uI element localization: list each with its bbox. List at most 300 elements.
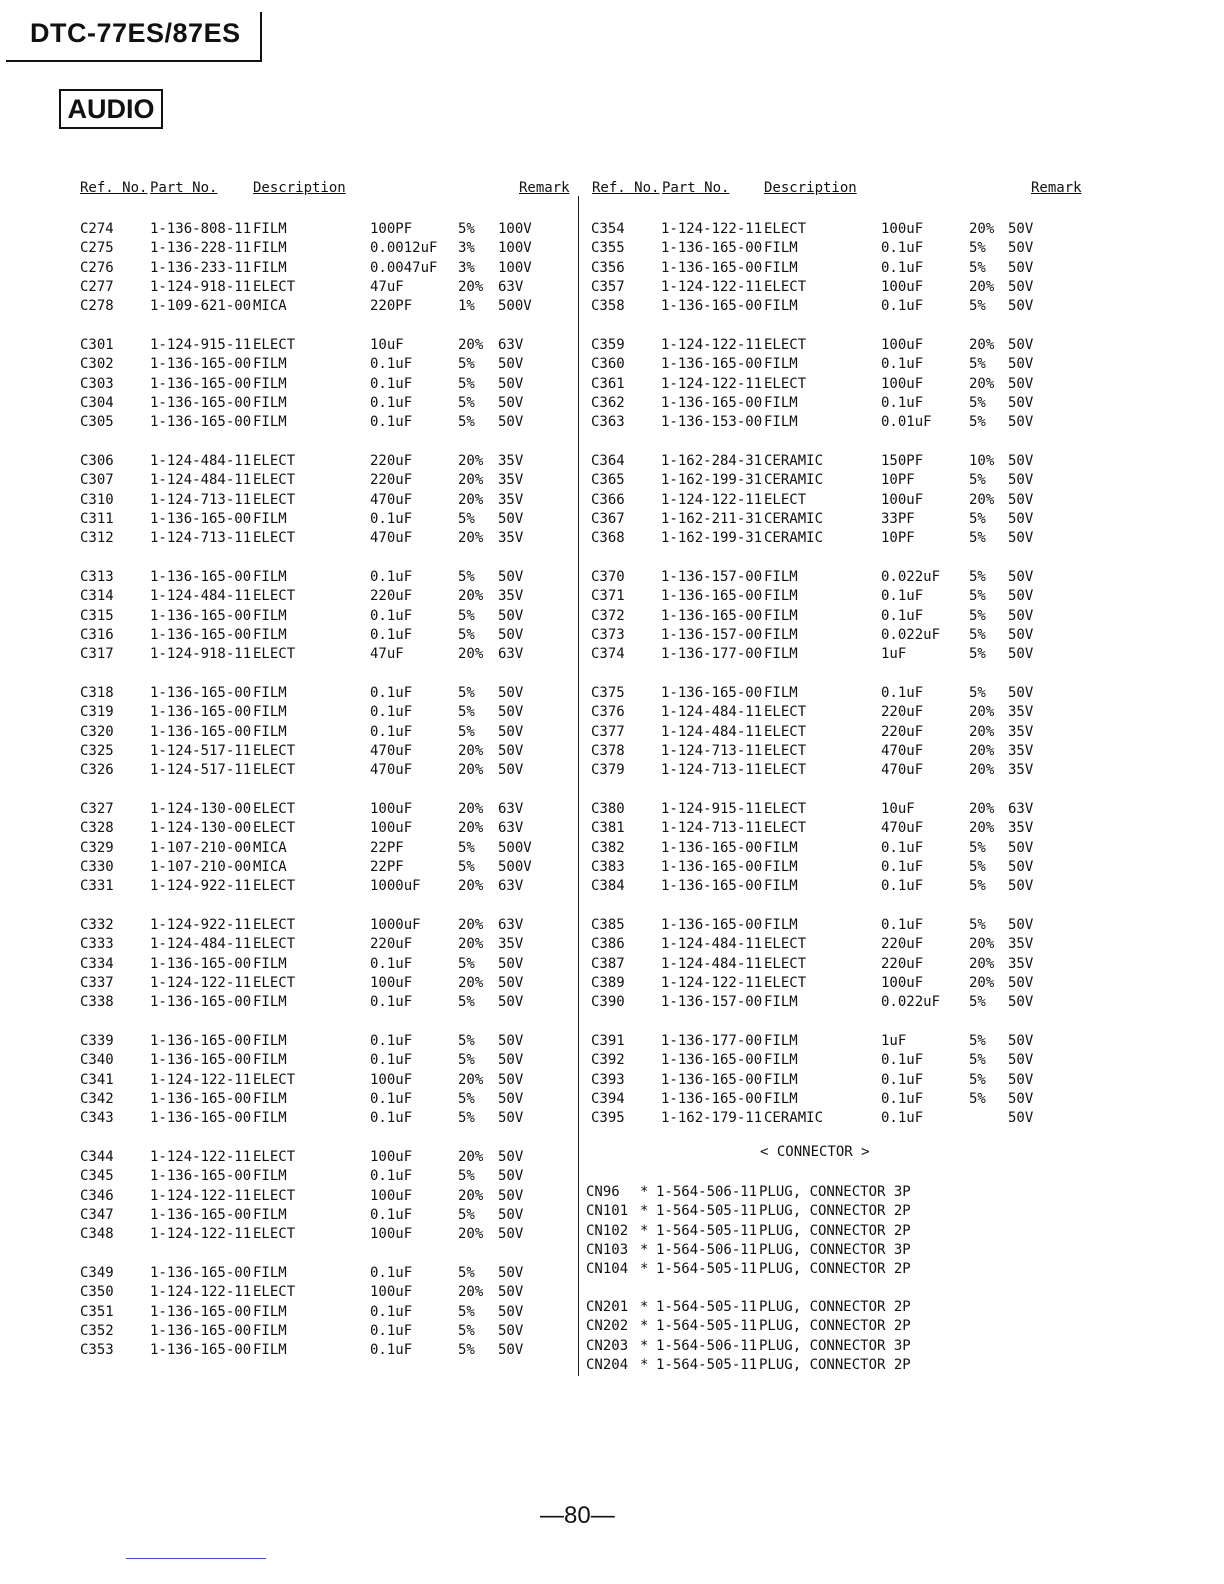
part-type: ELECT [764,801,807,817]
part-type: FILM [764,646,798,663]
part-value: 0.1uF [370,704,413,721]
part-ref: C378 [591,742,625,759]
connector-mark: * [640,1222,649,1239]
part-tolerance: 5% [458,858,475,875]
part-tolerance: 5% [458,356,475,373]
part-type: ELECT [764,955,807,972]
part-voltage: 50V [498,1090,524,1107]
part-tolerance: 20% [458,820,484,837]
part-voltage: 50V [498,607,524,624]
part-ref: C379 [591,762,625,779]
connector-description: PLUG, CONNECTOR 2P [759,1203,911,1220]
part-tolerance: 20% [969,723,995,740]
part-part: 1-136-157-00 [661,569,763,585]
connector-mark: * [640,1337,649,1354]
part-part: 1-136-165-00 [150,1206,252,1223]
part-ref: C374 [591,646,625,663]
part-value: 0.022uF [881,994,941,1011]
connector-section-title: < CONNECTOR > [760,1144,870,1160]
part-voltage: 50V [498,994,524,1011]
part-voltage: 35V [498,491,524,508]
part-value: 0.1uF [370,1168,413,1185]
part-type: FILM [253,240,287,257]
part-voltage: 50V [1008,394,1034,411]
part-voltage: 50V [1008,278,1034,295]
part-type: FILM [764,1090,798,1107]
part-value: 220uF [370,453,413,469]
part-voltage: 50V [498,1303,524,1320]
part-part: 1-136-165-00 [150,1110,252,1127]
part-voltage: 50V [1008,1052,1034,1069]
part-voltage: 35V [498,588,524,605]
part-ref: C317 [80,646,114,663]
part-ref: C341 [80,1071,114,1088]
part-part: 1-124-122-11 [661,491,763,508]
connector-ref: CN204 [586,1356,629,1373]
part-part: 1-136-228-11 [150,240,252,257]
part-value: 0.1uF [370,723,413,740]
part-voltage: 63V [498,878,524,895]
part-voltage: 50V [498,1110,524,1127]
part-type: FILM [764,414,798,431]
part-tolerance: 20% [458,1071,484,1088]
part-ref: C351 [80,1303,114,1320]
part-part: 1-136-165-00 [150,1168,252,1185]
column-header-description-right: Description [764,180,857,196]
part-ref: C359 [591,337,625,353]
part-type: ELECT [764,278,807,295]
part-tolerance: 1% [458,298,475,315]
part-ref: C370 [591,569,625,585]
part-voltage: 50V [1008,356,1034,373]
part-value: 100uF [370,1284,413,1301]
part-value: 10uF [370,337,404,353]
part-ref: C346 [80,1187,114,1204]
part-ref: C278 [80,298,114,315]
part-value: 220uF [370,588,413,605]
part-voltage: 50V [498,1226,524,1243]
part-tolerance: 5% [969,1071,986,1088]
part-ref: C376 [591,704,625,721]
part-type: FILM [764,607,798,624]
part-ref: C395 [591,1110,625,1127]
part-type: FILM [253,414,287,431]
part-part: 1-136-165-00 [661,878,763,895]
connector-ref: CN203 [586,1337,629,1354]
part-value: 100uF [881,337,924,353]
part-voltage: 50V [1008,646,1034,663]
column-header-description: Description [253,180,346,196]
connector-description: PLUG, CONNECTOR 2P [759,1299,911,1315]
part-voltage: 50V [1008,491,1034,508]
connector-part: 1-564-505-11 [656,1222,758,1239]
part-part: 1-162-284-31 [661,453,763,469]
part-type: FILM [253,1052,287,1069]
part-tolerance: 5% [969,685,986,701]
part-voltage: 35V [1008,762,1034,779]
part-voltage: 50V [1008,472,1034,489]
part-value: 100uF [881,221,924,237]
part-ref: C368 [591,530,625,547]
part-value: 0.1uF [881,588,924,605]
part-part: 1-124-484-11 [150,936,252,953]
part-part: 1-136-165-00 [150,394,252,411]
part-voltage: 50V [1008,453,1034,469]
part-voltage: 100V [498,240,532,257]
connector-ref: CN201 [586,1299,629,1315]
part-value: 100uF [881,278,924,295]
part-ref: C355 [591,240,625,257]
part-ref: C352 [80,1322,114,1339]
part-tolerance: 20% [458,878,484,895]
part-part: 1-136-165-00 [150,375,252,392]
part-tolerance: 5% [458,994,475,1011]
part-tolerance: 3% [458,259,475,276]
part-part: 1-162-211-31 [661,510,763,527]
part-part: 1-162-179-11 [661,1110,763,1127]
part-value: 0.1uF [370,375,413,392]
connector-part: 1-564-505-11 [656,1318,758,1335]
part-ref: C363 [591,414,625,431]
connector-part: 1-564-505-11 [656,1299,758,1315]
footer-rule [126,1558,266,1559]
part-value: 0.1uF [370,1303,413,1320]
part-ref: C353 [80,1342,114,1359]
part-value: 0.1uF [370,569,413,585]
part-tolerance: 5% [458,955,475,972]
part-type: ELECT [253,646,296,663]
part-type: FILM [253,1110,287,1127]
part-tolerance: 5% [458,1110,475,1127]
part-type: FILM [764,259,798,276]
part-tolerance: 5% [458,569,475,585]
part-type: CERAMIC [764,510,824,527]
part-value: 0.1uF [370,955,413,972]
part-voltage: 50V [498,375,524,392]
part-ref: C320 [80,723,114,740]
part-voltage: 50V [498,356,524,373]
part-voltage: 50V [498,974,524,991]
part-type: FILM [764,878,798,895]
part-part: 1-136-165-00 [150,510,252,527]
part-tolerance: 5% [458,1033,475,1049]
part-part: 1-124-122-11 [150,1187,252,1204]
part-ref: C333 [80,936,114,953]
connector-description: PLUG, CONNECTOR 2P [759,1318,911,1335]
part-part: 1-136-153-00 [661,414,763,431]
part-type: ELECT [253,917,296,933]
part-part: 1-136-165-00 [661,1071,763,1088]
part-tolerance: 20% [458,974,484,991]
part-value: 470uF [881,742,924,759]
part-value: 1uF [881,1033,907,1049]
part-value: 0.1uF [881,607,924,624]
part-ref: C375 [591,685,625,701]
part-ref: C330 [80,858,114,875]
part-part: 1-136-165-00 [150,1265,252,1281]
part-tolerance: 20% [969,974,995,991]
part-voltage: 50V [1008,337,1034,353]
part-ref: C303 [80,375,114,392]
connector-mark: * [640,1318,649,1335]
part-value: 0.1uF [370,1033,413,1049]
part-value: 100uF [370,801,413,817]
part-value: 0.1uF [370,626,413,643]
part-value: 22PF [370,839,404,856]
part-voltage: 50V [498,569,524,585]
part-voltage: 50V [1008,414,1034,431]
part-voltage: 50V [1008,1071,1034,1088]
part-value: 0.1uF [370,685,413,701]
part-tolerance: 20% [458,801,484,817]
part-value: 0.0047uF [370,259,438,276]
part-part: 1-136-165-00 [150,1033,252,1049]
part-tolerance: 20% [458,337,484,353]
part-ref: C328 [80,820,114,837]
part-type: ELECT [764,820,807,837]
part-value: 0.1uF [881,858,924,875]
part-voltage: 35V [1008,723,1034,740]
column-header-remark: Remark [519,180,570,196]
part-tolerance: 5% [969,414,986,431]
part-tolerance: 5% [969,646,986,663]
part-value: 0.1uF [881,259,924,276]
part-part: 1-124-122-11 [150,1284,252,1301]
part-voltage: 50V [498,1168,524,1185]
part-tolerance: 5% [969,394,986,411]
part-part: 1-136-165-00 [150,569,252,585]
part-type: ELECT [253,820,296,837]
part-value: 33PF [881,510,915,527]
part-ref: C377 [591,723,625,740]
part-part: 1-124-122-11 [150,1071,252,1088]
part-value: 0.1uF [881,839,924,856]
part-part: 1-136-165-00 [661,607,763,624]
part-ref: C382 [591,839,625,856]
part-value: 0.1uF [881,1052,924,1069]
part-type: FILM [253,569,287,585]
part-value: 220uF [881,723,924,740]
part-tolerance: 5% [969,858,986,875]
part-type: FILM [764,240,798,257]
part-ref: C391 [591,1033,625,1049]
part-type: ELECT [253,472,296,489]
part-tolerance: 20% [969,375,995,392]
part-part: 1-124-484-11 [661,723,763,740]
part-value: 100uF [370,1226,413,1243]
part-type: ELECT [253,1071,296,1088]
part-type: FILM [764,839,798,856]
part-value: 470uF [370,530,413,547]
part-type: MICA [253,858,287,875]
column-header-part-right: Part No. [662,180,730,196]
part-tolerance: 5% [458,685,475,701]
part-voltage: 50V [498,762,524,779]
connector-part: 1-564-505-11 [656,1203,758,1220]
part-ref: C337 [80,974,114,991]
part-value: 0.1uF [881,878,924,895]
part-part: 1-136-165-00 [150,994,252,1011]
part-part: 1-136-165-00 [150,1090,252,1107]
connector-description: PLUG, CONNECTOR 2P [759,1356,911,1373]
part-part: 1-124-517-11 [150,762,252,779]
part-type: FILM [253,704,287,721]
part-value: 0.1uF [881,394,924,411]
part-part: 1-136-165-00 [661,917,763,933]
part-voltage: 50V [1008,974,1034,991]
part-tolerance: 20% [969,801,995,817]
part-type: FILM [253,1090,287,1107]
part-type: FILM [253,510,287,527]
part-value: 0.1uF [370,1090,413,1107]
part-tolerance: 20% [458,588,484,605]
connector-mark: * [640,1184,649,1200]
part-part: 1-124-915-11 [661,801,763,817]
part-part: 1-124-122-11 [150,974,252,991]
part-voltage: 50V [1008,588,1034,605]
part-value: 100uF [881,375,924,392]
part-value: 470uF [370,491,413,508]
part-value: 47uF [370,646,404,663]
part-ref: C384 [591,878,625,895]
connector-ref: CN202 [586,1318,629,1335]
part-type: FILM [253,1206,287,1223]
part-type: CERAMIC [764,472,824,489]
part-type: ELECT [764,375,807,392]
part-type: FILM [253,394,287,411]
part-value: 0.1uF [370,1052,413,1069]
part-voltage: 50V [498,1071,524,1088]
part-value: 100PF [370,221,413,237]
part-part: 1-136-165-00 [150,723,252,740]
part-ref: C340 [80,1052,114,1069]
part-part: 1-124-918-11 [150,646,252,663]
part-ref: C314 [80,588,114,605]
connector-mark: * [640,1356,649,1373]
part-voltage: 50V [498,704,524,721]
part-type: FILM [764,917,798,933]
part-tolerance: 5% [969,626,986,643]
part-ref: C326 [80,762,114,779]
column-header-part: Part No. [150,180,218,196]
part-value: 0.1uF [370,994,413,1011]
part-type: CERAMIC [764,453,824,469]
part-ref: C307 [80,472,114,489]
part-type: FILM [253,1342,287,1359]
connector-mark: * [640,1203,649,1220]
part-tolerance: 5% [458,839,475,856]
part-ref: C366 [591,491,625,508]
part-part: 1-136-165-00 [150,955,252,972]
part-type: FILM [253,685,287,701]
part-part: 1-162-199-31 [661,530,763,547]
part-type: FILM [253,1303,287,1320]
part-part: 1-136-165-00 [661,394,763,411]
part-type: ELECT [253,491,296,508]
part-tolerance: 5% [458,1303,475,1320]
part-part: 1-136-177-00 [661,1033,763,1049]
part-tolerance: 20% [969,337,995,353]
part-value: 0.1uF [370,1342,413,1359]
part-value: 47uF [370,278,404,295]
part-ref: C301 [80,337,114,353]
part-part: 1-136-165-00 [150,1303,252,1320]
part-ref: C389 [591,974,625,991]
part-tolerance: 20% [458,453,484,469]
part-voltage: 50V [498,1033,524,1049]
part-voltage: 50V [1008,607,1034,624]
part-type: FILM [253,607,287,624]
part-part: 1-124-713-11 [661,820,763,837]
part-ref: C312 [80,530,114,547]
part-part: 1-136-165-00 [150,1052,252,1069]
part-voltage: 50V [498,1187,524,1204]
part-part: 1-124-122-11 [150,1149,252,1165]
part-tolerance: 20% [458,530,484,547]
part-part: 1-136-165-00 [661,259,763,276]
part-type: FILM [764,1033,798,1049]
part-type: FILM [764,1052,798,1069]
part-tolerance: 5% [458,723,475,740]
part-tolerance: 5% [969,240,986,257]
part-part: 1-136-165-00 [150,1342,252,1359]
part-ref: C364 [591,453,625,469]
part-voltage: 63V [1008,801,1034,817]
part-value: 100uF [881,974,924,991]
part-part: 1-124-713-11 [661,742,763,759]
part-type: MICA [253,839,287,856]
part-ref: C313 [80,569,114,585]
part-part: 1-136-157-00 [661,626,763,643]
part-type: ELECT [764,491,807,508]
part-type: ELECT [253,801,296,817]
part-tolerance: 20% [969,742,995,759]
part-ref: C342 [80,1090,114,1107]
part-type: MICA [253,298,287,315]
part-ref: C305 [80,414,114,431]
part-voltage: 50V [498,1052,524,1069]
part-tolerance: 20% [458,1284,484,1301]
part-part: 1-124-484-11 [150,453,252,469]
part-tolerance: 3% [458,240,475,257]
part-type: FILM [764,356,798,373]
part-part: 1-124-484-11 [661,955,763,972]
part-part: 1-124-130-00 [150,801,252,817]
part-tolerance: 5% [458,1168,475,1185]
part-type: ELECT [253,337,296,353]
part-value: 0.0012uF [370,240,438,257]
part-tolerance: 5% [969,510,986,527]
part-value: 1000uF [370,917,421,933]
part-tolerance: 20% [458,742,484,759]
part-part: 1-124-122-11 [661,375,763,392]
part-type: CERAMIC [764,530,824,547]
part-type: ELECT [253,762,296,779]
part-tolerance: 5% [458,607,475,624]
part-voltage: 50V [1008,259,1034,276]
part-type: ELECT [253,936,296,953]
part-type: ELECT [253,1149,296,1165]
part-voltage: 50V [1008,839,1034,856]
part-part: 1-136-165-00 [661,858,763,875]
part-ref: C356 [591,259,625,276]
part-voltage: 50V [1008,569,1034,585]
connector-description: PLUG, CONNECTOR 3P [759,1241,911,1258]
part-tolerance: 20% [458,936,484,953]
part-part: 1-136-165-00 [661,588,763,605]
part-value: 100uF [881,491,924,508]
part-voltage: 50V [498,1149,524,1165]
